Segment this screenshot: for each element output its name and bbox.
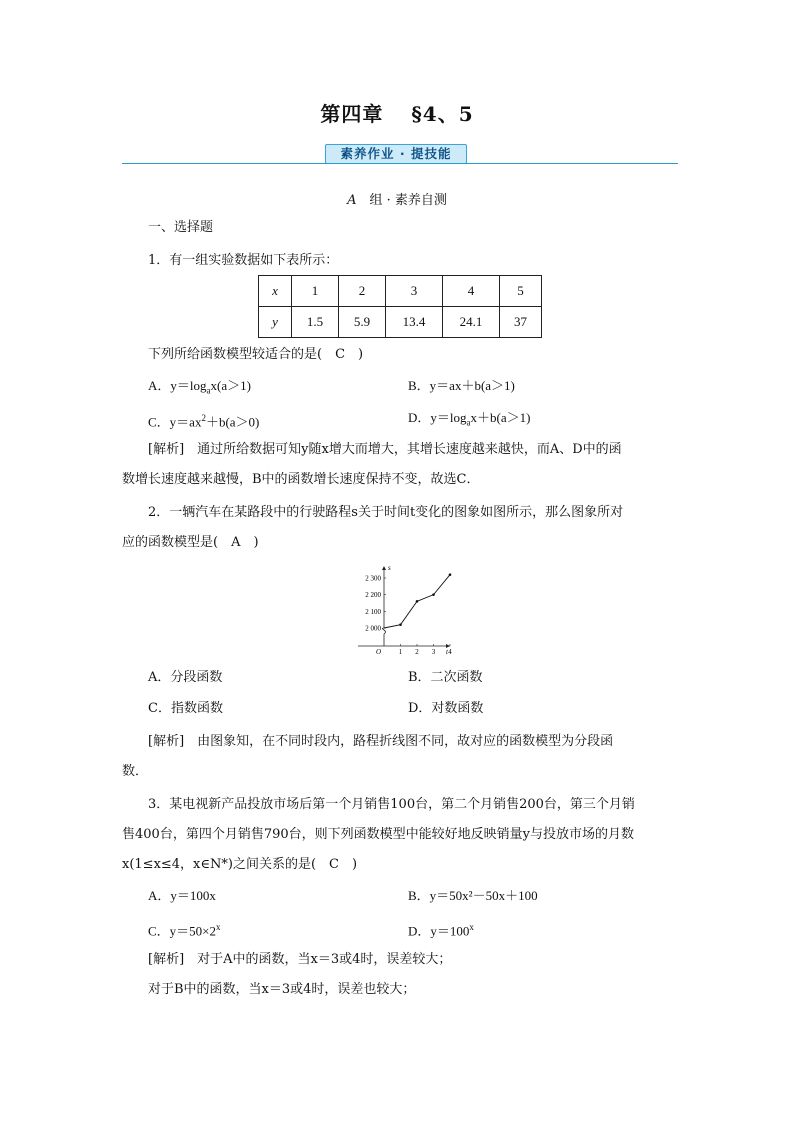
q1-analysis-line1 xyxy=(148,440,622,460)
x-tick-label: 4 xyxy=(448,648,452,654)
table-cell: 2 xyxy=(339,276,386,307)
q1-option-d-sub: a xyxy=(466,417,471,428)
group-letter: A xyxy=(347,193,357,208)
q2-stem-line2: 应的函数模型是( A ) xyxy=(122,535,259,550)
section-title: §4、5 xyxy=(411,102,474,126)
table-cell: 5.9 xyxy=(339,307,386,338)
table-cell: 4 xyxy=(443,276,500,307)
q1-option-c-post: ＋b(a＞0) xyxy=(205,414,260,430)
q3-stem-line2: 售400台，第四个月销售790台，则下列函数模型中能较好地反映销量y与投放市场的月数 xyxy=(122,827,634,842)
q3-option-c-pre: C．y＝50×2 xyxy=(148,923,217,939)
chapter-title: 第四章 xyxy=(320,102,384,126)
q1-option-d xyxy=(408,408,530,433)
analysis-tag: [解析] xyxy=(148,734,185,749)
x-tick-label: 1 xyxy=(398,648,403,654)
q1-option-c-pre: C．y＝ax xyxy=(148,414,202,430)
group-title: 组 · 素养自测 xyxy=(369,193,447,208)
q3-analysis-line2: 对于B中的函数，当x＝3或4时，误差也较大； xyxy=(148,982,416,997)
y-tick-label: 2 200 xyxy=(365,591,381,600)
q3-option-a: A．y＝100x xyxy=(148,888,216,903)
q1-option-c-sup: 2 xyxy=(201,413,206,423)
table-cell: 13.4 xyxy=(386,307,443,338)
header-divider xyxy=(122,163,678,164)
q1-analysis-text1: 通过所给数据可知y随x增大而增大，其增长速度越来越快，而A、D中的函 xyxy=(197,442,622,457)
q3-analysis-text1: 对于A中的函数，当x＝3或4时，误差较大； xyxy=(197,952,452,967)
q3-option-d-sup: x xyxy=(469,922,474,932)
data-point xyxy=(432,593,435,596)
q1-option-d-pre: D．y＝log xyxy=(408,410,467,425)
q2-option-d: D．对数函数 xyxy=(408,701,484,716)
q2-option-c: C．指数函数 xyxy=(148,701,223,716)
y-axis-label: s xyxy=(388,564,391,572)
q1-option-b: B．y＝ax＋b(a＞1) xyxy=(408,378,515,393)
q3-option-d xyxy=(408,917,474,941)
y-axis-arrow xyxy=(382,566,386,570)
q1-option-c xyxy=(148,408,259,432)
graph-axes xyxy=(358,564,452,654)
q3-option-d-pre: D．y＝100 xyxy=(408,923,470,939)
table-cell: x xyxy=(259,276,292,307)
x-tick-label: 3 xyxy=(431,648,436,654)
q1-option-a-sub: a xyxy=(206,385,211,396)
q2-option-a: A．分段函数 xyxy=(148,670,223,685)
y-tick-label: 2 100 xyxy=(365,607,381,616)
q1-option-d-post: x＋b(a＞1) xyxy=(470,410,531,425)
table-cell: 1.5 xyxy=(292,307,339,338)
x-tick-label: 2 xyxy=(415,648,419,654)
data-point xyxy=(416,600,419,603)
graph-marks xyxy=(384,573,451,628)
q2-analysis-line2: 数． xyxy=(122,764,149,779)
q2-distance-time-graph xyxy=(354,562,454,654)
q3-analysis-line1 xyxy=(148,950,451,970)
q3-stem-line1: 3．某电视新产品投放市场后第一个月销售100台，第二个月销售200台，第三个月销 xyxy=(148,797,635,812)
q2-stem-line1: 2．一辆汽车在某路段中的行驶路程s关于时间t变化的图象如图所示，那么图象所对 xyxy=(148,505,624,520)
table-row xyxy=(259,276,542,307)
analysis-tag: [解析] xyxy=(148,952,185,967)
section-badge: 素养作业 · 提技能 xyxy=(325,144,467,164)
q1-ask: 下列所给函数模型较适合的是( C ) xyxy=(148,347,364,362)
y-tick-label: 2 000 xyxy=(365,624,381,633)
table-cell: 37 xyxy=(500,307,542,338)
q3-stem-line3: x(1≤x≤4，x∈N*)之间关系的是( C ) xyxy=(122,857,358,872)
data-point xyxy=(449,573,452,576)
table-cell: y xyxy=(259,307,292,338)
analysis-tag: [解析] xyxy=(148,442,185,457)
page-title xyxy=(0,98,794,127)
q1-option-a xyxy=(148,376,251,401)
y-tick-label: 2 300 xyxy=(365,574,381,583)
q1-option-a-pre: A．y＝log xyxy=(148,378,207,393)
group-heading xyxy=(0,189,794,208)
x-axis-label: t xyxy=(446,648,448,654)
q1-analysis-line2: 数增长速度越来越慢，B中的函数增长速度保持不变，故选C． xyxy=(122,472,480,487)
q2-analysis-text1: 由图象知，在不同时段内，路程折线图不同，故对应的函数模型为分段函 xyxy=(197,734,614,749)
q1-data-table xyxy=(258,275,542,338)
origin-label: O xyxy=(376,648,382,654)
axis-break-mark xyxy=(383,628,386,634)
q3-option-c xyxy=(148,917,221,941)
q2-option-b: B．二次函数 xyxy=(408,670,483,685)
table-row xyxy=(259,307,542,338)
q2-analysis-line1 xyxy=(148,732,613,752)
part-title: 一、选择题 xyxy=(148,220,214,235)
q3-option-b: B．y＝50x²－50x＋100 xyxy=(408,888,538,903)
q3-option-c-sup: x xyxy=(216,922,221,932)
q1-option-a-post: x(a＞1) xyxy=(210,378,251,393)
q1-stem: 1．有一组实验数据如下表所示： xyxy=(148,253,339,268)
table-cell: 1 xyxy=(292,276,339,307)
table-cell: 3 xyxy=(386,276,443,307)
data-point xyxy=(399,623,402,626)
table-cell: 24.1 xyxy=(443,307,500,338)
table-cell: 5 xyxy=(500,276,542,307)
